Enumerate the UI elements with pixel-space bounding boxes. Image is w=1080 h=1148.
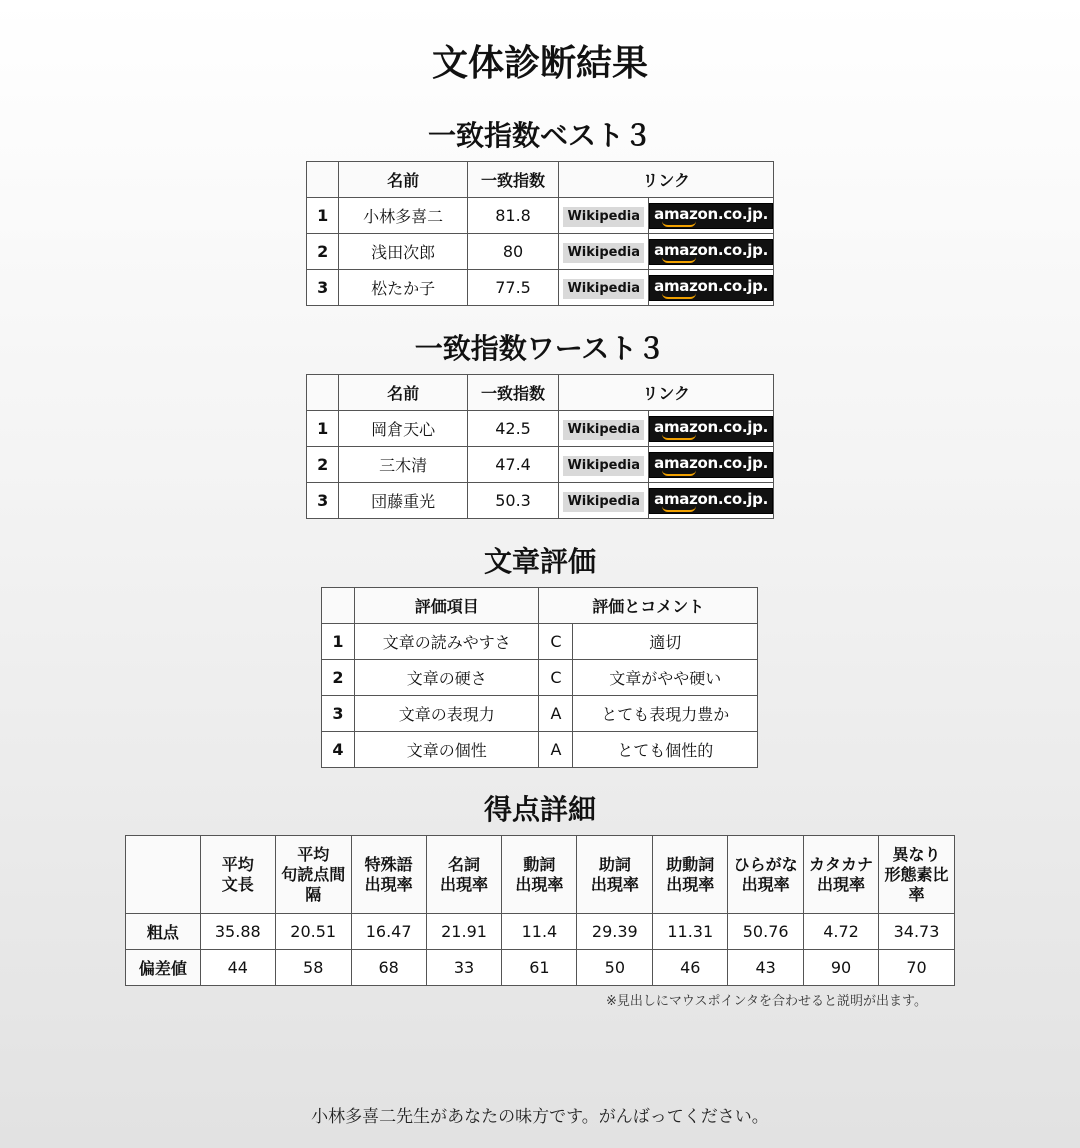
wikipedia-link[interactable]: Wikipedia: [563, 243, 644, 263]
match-index: 42.5: [467, 411, 559, 447]
rank-cell: 2: [307, 234, 339, 270]
amazon-link[interactable]: [649, 452, 773, 478]
rank-cell: 3: [307, 270, 339, 306]
link-header: リンク: [559, 162, 774, 198]
best-table: [306, 161, 774, 306]
col-header-verbs[interactable]: 動詞 出現率: [502, 836, 577, 914]
evaluation-table: [321, 587, 758, 768]
amazon-logo-text: amazon.co.jp.: [654, 276, 768, 295]
deviation-cell: 90: [804, 950, 879, 986]
table-row: [322, 624, 758, 660]
table-row: [307, 270, 774, 306]
deviation-cell: 44: [200, 950, 275, 986]
rank-cell: 2: [307, 447, 339, 483]
eval-item: 文章の読みやすさ: [354, 624, 539, 660]
raw-score-cell: 29.39: [577, 914, 653, 950]
eval-grade: A: [539, 696, 573, 732]
table-row: [322, 696, 758, 732]
match-index: 80: [467, 234, 559, 270]
eval-item-header[interactable]: 評価項目: [354, 588, 539, 624]
col-header-hiragana[interactable]: ひらがな 出現率: [728, 836, 804, 914]
corner-cell: [126, 836, 201, 914]
deviation-cell: 58: [275, 950, 351, 986]
table-row: [322, 660, 758, 696]
raw-score-cell: 35.88: [200, 914, 275, 950]
col-header-avg-sentence-length[interactable]: 平均 文長: [200, 836, 275, 914]
raw-score-cell: 34.73: [879, 914, 955, 950]
raw-score-cell: 21.91: [426, 914, 502, 950]
worst-heading: 一致指数ワースト３: [414, 332, 666, 365]
amazon-link[interactable]: [649, 416, 773, 442]
col-header-katakana[interactable]: カタカナ 出現率: [804, 836, 879, 914]
deviation-cell: 33: [426, 950, 502, 986]
col-header-morpheme-ratio[interactable]: 異なり 形態素比 率: [879, 836, 955, 914]
table-row: [307, 483, 774, 519]
col-header-special-words[interactable]: 特殊語 出現率: [351, 836, 426, 914]
author-name: 小林多喜二: [339, 198, 467, 234]
deviation-cell: 43: [728, 950, 804, 986]
match-index: 77.5: [467, 270, 559, 306]
score-heading: 得点詳細: [483, 793, 596, 826]
match-index: 81.8: [467, 198, 559, 234]
index-header: 一致指数: [467, 375, 559, 411]
amazon-logo-text: amazon.co.jp.: [654, 453, 768, 472]
match-index: 50.3: [467, 483, 559, 519]
col-header-aux-verbs[interactable]: 助動詞 出現率: [653, 836, 728, 914]
deviation-cell: 61: [502, 950, 577, 986]
raw-score-cell: 4.72: [804, 914, 879, 950]
name-header: 名前: [339, 375, 467, 411]
eval-comment-header[interactable]: 評価とコメント: [539, 588, 758, 624]
index-header: 一致指数: [467, 162, 559, 198]
rank-header: [307, 375, 339, 411]
col-header-particles[interactable]: 助詞 出現率: [577, 836, 653, 914]
amazon-logo-text: amazon.co.jp.: [654, 204, 768, 223]
amazon-link[interactable]: [649, 203, 773, 229]
raw-score-row: [126, 914, 955, 950]
rank-cell: 3: [322, 696, 355, 732]
amazon-link[interactable]: [649, 275, 773, 301]
score-table: [125, 835, 955, 986]
footer-message: 小林多喜二先生があなたの味方です。がんばってください。: [311, 1107, 769, 1127]
best-heading: 一致指数ベスト３: [427, 119, 652, 152]
eval-comment: 適切: [573, 624, 758, 660]
eval-comment: 文章がやや硬い: [573, 660, 758, 696]
table-row: [322, 732, 758, 768]
name-header: 名前: [339, 162, 467, 198]
wikipedia-link[interactable]: Wikipedia: [563, 279, 644, 299]
raw-score-cell: 11.4: [502, 914, 577, 950]
eval-grade: C: [539, 624, 573, 660]
hover-note: ※見出しにマウスポインタを合わせると説明が出ます。: [606, 994, 927, 1009]
rank-cell: 1: [307, 198, 339, 234]
author-name: 岡倉天心: [339, 411, 467, 447]
deviation-cell: 70: [879, 950, 955, 986]
amazon-logo-text: amazon.co.jp.: [654, 417, 768, 436]
rank-cell: 1: [307, 411, 339, 447]
deviation-cell: 50: [577, 950, 653, 986]
amazon-link[interactable]: [649, 488, 773, 514]
author-name: 三木清: [339, 447, 467, 483]
evaluation-heading: 文章評価: [483, 545, 596, 578]
table-row: [307, 198, 774, 234]
deviation-row: [126, 950, 955, 986]
rank-cell: 2: [322, 660, 355, 696]
col-header-nouns[interactable]: 名詞 出現率: [426, 836, 502, 914]
eval-grade: A: [539, 732, 573, 768]
raw-score-cell: 11.31: [653, 914, 728, 950]
raw-score-cell: 16.47: [351, 914, 426, 950]
rank-cell: 4: [322, 732, 355, 768]
rank-header: [307, 162, 339, 198]
worst-table: [306, 374, 774, 519]
table-row: [307, 234, 774, 270]
deviation-cell: 46: [653, 950, 728, 986]
table-row: [307, 411, 774, 447]
amazon-logo-text: amazon.co.jp.: [654, 240, 768, 259]
deviation-cell: 68: [351, 950, 426, 986]
amazon-logo-text: amazon.co.jp.: [654, 489, 768, 508]
page-title: 文体診断結果: [431, 43, 648, 84]
author-name: 浅田次郎: [339, 234, 467, 270]
deviation-label: 偏差値: [126, 950, 201, 986]
author-name: 松たか子: [339, 270, 467, 306]
eval-item: 文章の表現力: [354, 696, 539, 732]
amazon-link[interactable]: [649, 239, 773, 265]
match-index: 47.4: [467, 447, 559, 483]
col-header-punctuation-interval[interactable]: 平均 句読点間 隔: [275, 836, 351, 914]
rank-cell: 1: [322, 624, 355, 660]
rank-cell: 3: [307, 483, 339, 519]
wikipedia-link[interactable]: Wikipedia: [563, 420, 644, 440]
raw-score-cell: 20.51: [275, 914, 351, 950]
table-row: [307, 447, 774, 483]
raw-score-label: 粗点: [126, 914, 201, 950]
wikipedia-link[interactable]: Wikipedia: [563, 456, 644, 476]
link-header: リンク: [559, 375, 774, 411]
eval-comment: とても表現力豊か: [573, 696, 758, 732]
eval-item: 文章の個性: [354, 732, 539, 768]
wikipedia-link[interactable]: Wikipedia: [563, 207, 644, 227]
rank-header: [322, 588, 355, 624]
eval-comment: とても個性的: [573, 732, 758, 768]
raw-score-cell: 50.76: [728, 914, 804, 950]
wikipedia-link[interactable]: Wikipedia: [563, 492, 644, 512]
eval-item: 文章の硬さ: [354, 660, 539, 696]
author-name: 団藤重光: [339, 483, 467, 519]
eval-grade: C: [539, 660, 573, 696]
